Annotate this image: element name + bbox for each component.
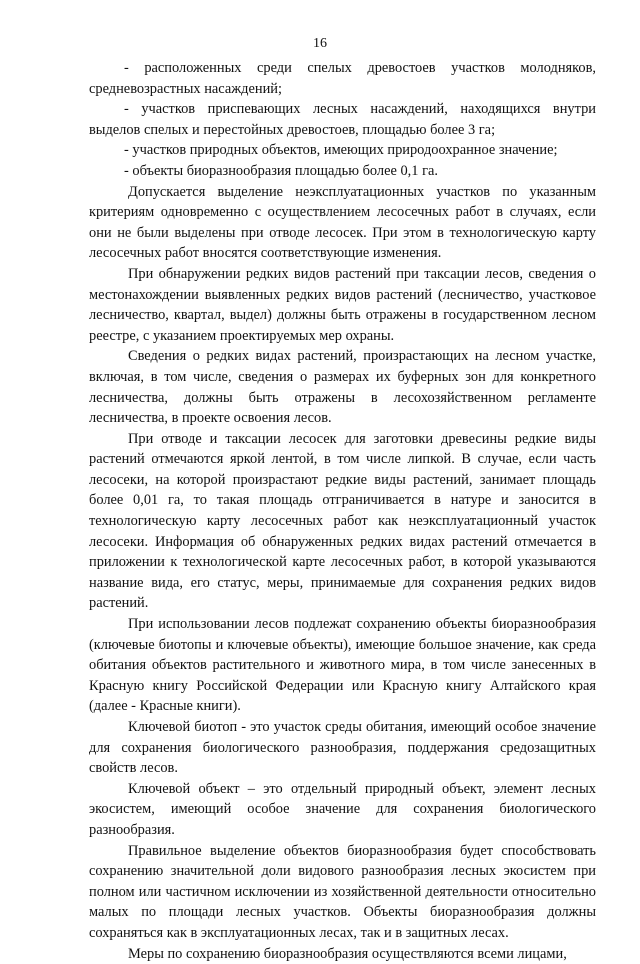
list-item: - участков природных объектов, имеющих природоохранное значение;	[124, 142, 558, 159]
paragraph: Правильное выделение объектов биоразнообразия будет способствовать сохранению значительной доли видового разнообразия лесных экосистем при полном или частичном исключении из хозяйственной деятельности относительно малых по площади лесных участков. Объекты биоразнообразия должны сохраняться как в эксплуатационных лесах, так и в защитных лесах.	[89, 842, 596, 941]
list-item: - участков приспевающих лесных насаждений, находящихся внутри выделов спелых и перестойных древостоев, площадью более 3 га;	[89, 101, 596, 138]
document-body	[89, 58, 596, 964]
paragraph: Сведения о редких видах растений, произрастающих на лесном участке, включая, в том числе, сведения о размерах их буферных зон для конкретного лесничества, должны быть отражены в лесохозяйственном регламенте лесничества, в проекте освоения лесов.	[89, 348, 596, 427]
paragraph: При использовании лесов подлежат сохранению объекты биоразнообразия (ключевые биотопы и ключевые объекты), имеющие большое значение, как среда обитания объектов растительного и животного мира, в том числе занесенных в Красную книгу Российской Федерации или Красную книгу Алтайского края (далее - Красные книги).	[89, 616, 596, 715]
paragraph: Ключевой объект – это отдельный природный объект, элемент лесных экосистем, имеющий особое значение для сохранения биологического разнообразия.	[89, 780, 596, 838]
list-item: - расположенных среди спелых древостоев участков молодняков, средневозрастных насаждений;	[89, 60, 596, 97]
paragraph: Ключевой биотоп - это участок среды обитания, имеющий особое значение для сохранения биологического разнообразия, поддержания средозащитных свойств лесов.	[89, 719, 596, 777]
page-number: 16	[313, 36, 327, 51]
list-item: - объекты биоразнообразия площадью более 0,1 га.	[124, 162, 438, 179]
paragraph: При отводе и таксации лесосек для заготовки древесины редкие виды растений отмечаются яркой лентой, в том числе липкой. В случае, если часть лесосеки, на которой произрастают редкие виды растений, занимает площадь более 0,01 га, то такая площадь отграничивается в натуре и заносится в технологическую карту лесосечных работ как неэксплуатационный участок лесосеки. Информация об обнаруженных редких видах растений отмечается в приложении к технологической карте лесосечных работ, в которой указываются название вида, его статус, меры, принимаемые для сохранения редких видов растений.	[89, 430, 596, 612]
paragraph: При обнаружении редких видов растений при таксации лесов, сведения о местонахождении выявленных редких видов растений (лесничество, участковое лесничество, квартал, выдел) должны быть отражены в государственном лесном реестре, с указанием проектируемых мер охраны.	[89, 265, 596, 344]
paragraph: Меры по сохранению биоразнообразия осуществляются всеми лицами,	[128, 945, 567, 962]
paragraph: Допускается выделение неэксплуатационных участков по указанным критериям одновременно с осуществлением лесосечных работ в случаях, если они не были выделены при отводе лесосек. При этом в технологическую карту лесосечных работ вносятся соответствующие изменения.	[89, 183, 596, 262]
